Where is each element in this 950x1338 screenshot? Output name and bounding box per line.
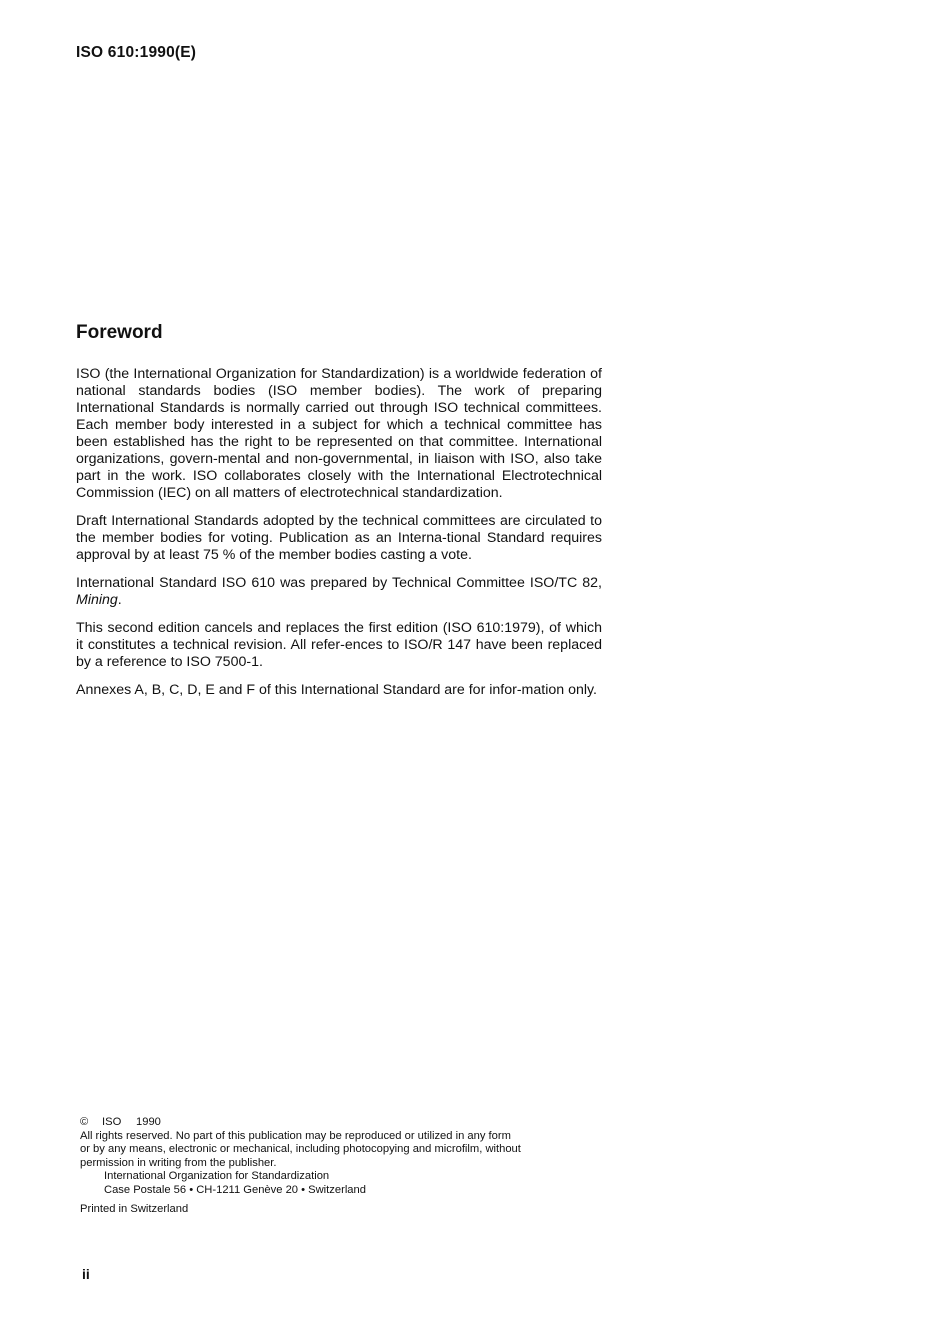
copyright-org: ISO [102,1116,122,1128]
copyright-year: 1990 [136,1116,161,1128]
printed-in: Printed in Switzerland [80,1202,189,1215]
foreword-paragraph-draft-standards: Draft International Standards adopted by the technical committees are circulated to the member bodies for voting. Publication as an Interna-tional Standard requires approval by at least 75 % of the member bodies casting a vote. [76,513,602,563]
foreword-paragraph-annexes: Annexes A, B, C, D, E and F of this International Standard are for infor-mation only. [76,682,598,698]
foreword-paragraph-iso-intro: ISO (the International Organization for Standardization) is a worldwide federation of national standards bodies (ISO member bodies). The work of preparing International Standards is normally carried out through ISO technical committees. Each member body interested in a subject for which a technical committee has been established has the right to be represented on that committee. International organizations, govern-mental and non-governmental, in liaison with ISO, also take part in the work. ISO collaborates closely with the International Electrotechnical Commission (IEC) on all matters of electrotechnical standardization. [76,366,602,501]
rights-line-1: All rights reserved. No part of this publication may be reproduced or utilized in any form [80,1129,511,1142]
copyright-symbol: © [80,1116,89,1128]
address-line-2: Case Postale 56 • CH-1211 Genève 20 • Switzerland [104,1183,366,1196]
address-line-1: International Organization for Standardization [104,1170,330,1183]
foreword-heading: Foreword [76,322,163,343]
page-number: ii [82,1266,90,1282]
tc-text: International Standard ISO 610 was prepared by Technical Committee ISO/TC 82, [76,575,602,591]
foreword-paragraph-technical-committee [76,575,602,609]
document-id-header: ISO 610:1990(E) [76,44,197,61]
tc-text-end: . [117,592,122,608]
copyright-line [80,1116,610,1130]
copyright-notice [80,1116,610,1216]
foreword-paragraph-edition: This second edition cancels and replaces the first edition (ISO 610:1979), of which it constitutes a technical revision. All refer-ences to ISO/R 147 have been replaced by a reference to ISO 7500-1. [76,620,602,670]
tc-subject: Mining [76,592,118,608]
rights-line-3: permission in writing from the publisher. [80,1156,277,1169]
foreword-body [76,366,602,710]
rights-line-2: or by any means, electronic or mechanical, including photocopying and microfilm, without [80,1143,521,1156]
